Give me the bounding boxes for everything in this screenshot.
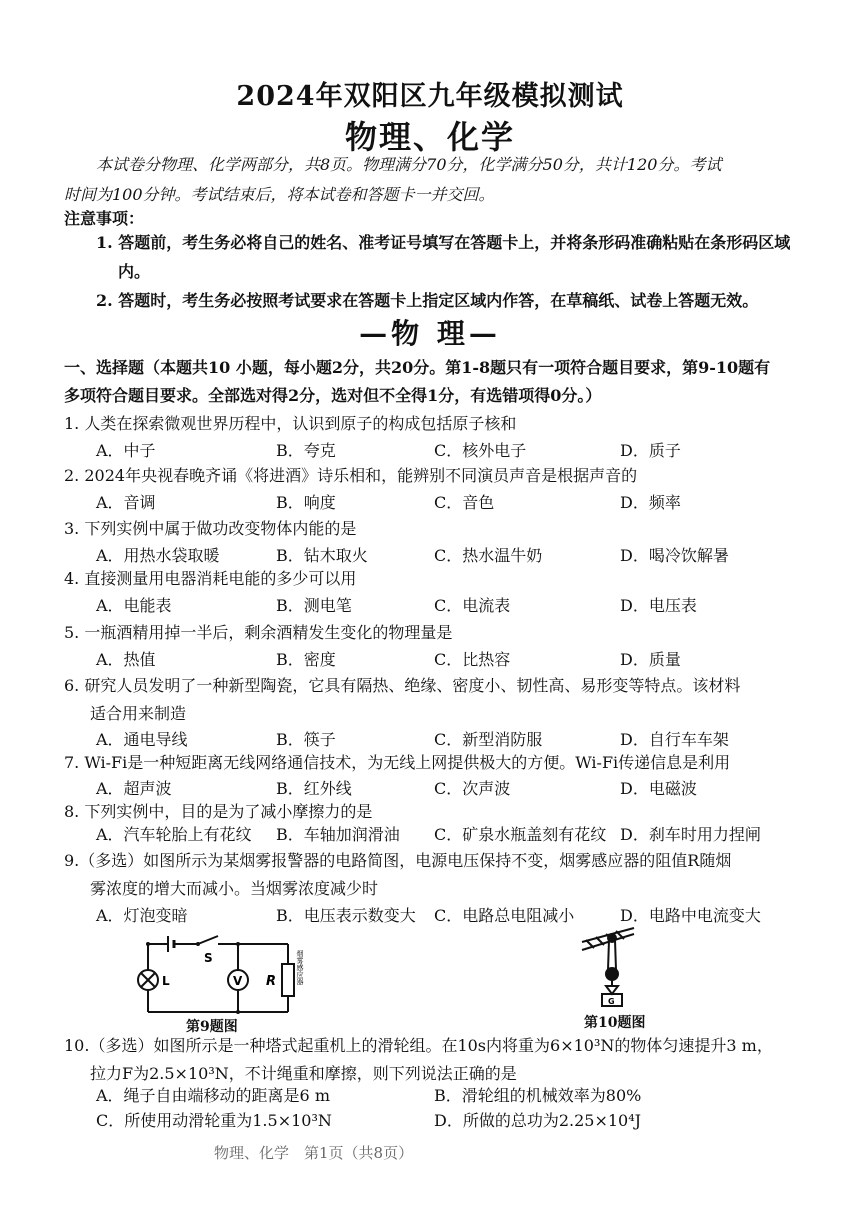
question-9-options — [96, 903, 796, 929]
movable-pulley — [606, 968, 618, 980]
intro-line-2: 时间为100分钟。考试结束后，将本试卷和答题卡一并交回。 — [64, 185, 495, 204]
question-8-options — [96, 822, 796, 848]
option-c: C．次声波 — [434, 779, 511, 798]
question-4-options — [96, 593, 796, 619]
option-c: C．核外电子 — [434, 441, 527, 460]
option-d: D．电路中电流变大 — [620, 906, 761, 925]
option-c: C．新型消防服 — [434, 730, 543, 749]
hook — [606, 986, 618, 994]
sensor-label: 烟雾感应器 — [296, 950, 304, 985]
option-a: A．通电导线 — [96, 730, 188, 749]
question-9-stem: 9.（多选）如图所示为某烟雾报警器的电路简图，电源电压保持不变，烟雾感应器的阻值R随烟 — [64, 851, 732, 870]
option-a: A．灯泡变暗 — [96, 906, 188, 925]
switch-lever — [198, 936, 218, 944]
option-c: C．电流表 — [434, 596, 511, 615]
question-6-stem: 6. 研究人员发明了一种新型陶瓷，它具有隔热、绝缘、密度小、韧性高、易形变等特点。该材料 — [64, 676, 741, 695]
exam-title: 2024年双阳区九年级模拟测试 — [236, 81, 624, 112]
question-6-stem-cont: 适合用来制造 — [90, 704, 187, 723]
question-6 — [64, 672, 784, 728]
resistor-label: R — [266, 974, 277, 989]
option-b: B．红外线 — [276, 779, 352, 798]
notice-item-1: 1. 答题前，考生务必将自己的姓名、准考证号填写在答题卡上，并将条形码准确粘贴在条形码区域内。 — [96, 233, 791, 281]
notice-item-2: 2. 答题时，考生务必按照考试要求在答题卡上指定区域内作答，在草稿纸、试卷上答题无效。 — [96, 291, 759, 310]
section-title-physics: —物 理— — [359, 317, 501, 350]
question-3: 3. 下列实例中属于做功改变物体内能的是 — [64, 519, 357, 538]
option-a: A．汽车轮胎上有花纹 — [96, 825, 252, 844]
figure-9-label: 第9题图 — [186, 1019, 238, 1035]
voltmeter-label: V — [233, 974, 243, 988]
switch-label: S — [204, 951, 213, 965]
option-d: D．频率 — [620, 493, 681, 512]
option-a: A．热值 — [96, 650, 156, 669]
option-d: D．质子 — [620, 441, 681, 460]
question-4: 4. 直接测量用电器消耗电能的多少可以用 — [64, 569, 357, 588]
question-10 — [64, 1032, 784, 1088]
intro-line-1: 本试卷分物理、化学两部分，共8页。物理满分70分，化学满分50分，共计120分。考试 — [96, 155, 722, 174]
option-b: B．密度 — [276, 650, 336, 669]
question-8: 8. 下列实例中，目的是为了减小摩擦力的是 — [64, 802, 373, 821]
option-c: C．热水温牛奶 — [434, 546, 543, 565]
option-d: D．电压表 — [620, 596, 697, 615]
option-a: A．绳子自由端移动的距离是6 m — [96, 1086, 330, 1105]
question-1-options — [96, 438, 796, 464]
circuit-diagram — [128, 928, 328, 1020]
lamp-label: L — [162, 974, 170, 988]
page-footer: 物理、化学 第1页（共8页） — [214, 1144, 414, 1162]
option-d: D．刹车时用力捏闸 — [620, 825, 761, 844]
option-d: D．电磁波 — [620, 779, 697, 798]
option-a: A．电能表 — [96, 596, 172, 615]
option-d: D．喝冷饮解暑 — [620, 546, 729, 565]
option-d: D．所做的总功为2.25×10⁴J — [434, 1111, 642, 1130]
option-c: C．所使用动滑轮重为1.5×10³N — [96, 1111, 332, 1130]
option-b: B．测电笔 — [276, 596, 352, 615]
exam-intro — [64, 150, 784, 210]
option-d: D．质量 — [620, 650, 681, 669]
option-b: B．钻木取火 — [276, 546, 368, 565]
question-10-options-row-1 — [96, 1083, 796, 1109]
load-label: G — [608, 997, 615, 1006]
question-9 — [64, 847, 784, 903]
option-c: C．电路总电阻减小 — [434, 906, 575, 925]
option-b: B．滑轮组的机械效率为80% — [434, 1086, 642, 1105]
part1-heading: 一、选择题（本题共10 小题，每小题2分，共20分。第1-8题只有一项符合题目要求，第9-10题有多项符合题目要求。全部选对得2分，选对但不全得1分，有选错项得0分。） — [64, 358, 771, 405]
option-b: B．响度 — [276, 493, 336, 512]
question-2-options — [96, 490, 796, 516]
option-a: A．中子 — [96, 441, 156, 460]
question-10-stem: 10.（多选）如图所示是一种塔式起重机上的滑轮组。在10s内将重为6×10³N的物体匀速提升3 m， — [64, 1036, 773, 1055]
option-a: A．用热水袋取暖 — [96, 546, 220, 565]
crane-pulley-diagram — [576, 922, 640, 1012]
question-10-options-row-2 — [96, 1108, 796, 1134]
question-10-stem-cont: 拉力F为2.5×10³N，不计绳重和摩擦，则下列说法正确的是 — [90, 1064, 517, 1083]
option-c: C．比热容 — [434, 650, 511, 669]
resistor-symbol — [282, 964, 294, 996]
option-c: C．音色 — [434, 493, 495, 512]
question-7: 7. Wi-Fi是一种短距离无线网络通信技术，为无线上网提供极大的方便。Wi-Fi传递信息是利用 — [64, 753, 731, 772]
notice-heading: 注意事项： — [64, 209, 145, 228]
option-a: A．音调 — [96, 493, 156, 512]
option-b: B．电压表示数变大 — [276, 906, 416, 925]
option-d: D．自行车车架 — [620, 730, 729, 749]
question-5: 5. 一瓶酒精用掉一半后，剩余酒精发生变化的物理量是 — [64, 623, 453, 642]
option-b: B．车轴加润滑油 — [276, 825, 400, 844]
option-c: C．矿泉水瓶盖刻有花纹 — [434, 825, 607, 844]
option-b: B．筷子 — [276, 730, 336, 749]
question-9-stem-cont: 雾浓度的增大而减小。当烟雾浓度减少时 — [90, 879, 379, 898]
question-2: 2. 2024年央视春晚齐诵《将进酒》诗乐相和，能辨别不同演员声音是根据声音的 — [64, 466, 638, 485]
figure-10-label: 第10题图 — [584, 1015, 646, 1031]
option-a: A．超声波 — [96, 779, 172, 798]
question-1: 1. 人类在探索微观世界历程中，认识到原子的构成包括原子核和 — [64, 414, 517, 433]
exam-subtitle: 物理、化学 — [344, 118, 515, 156]
option-b: B．夸克 — [276, 441, 336, 460]
question-5-options — [96, 647, 796, 673]
